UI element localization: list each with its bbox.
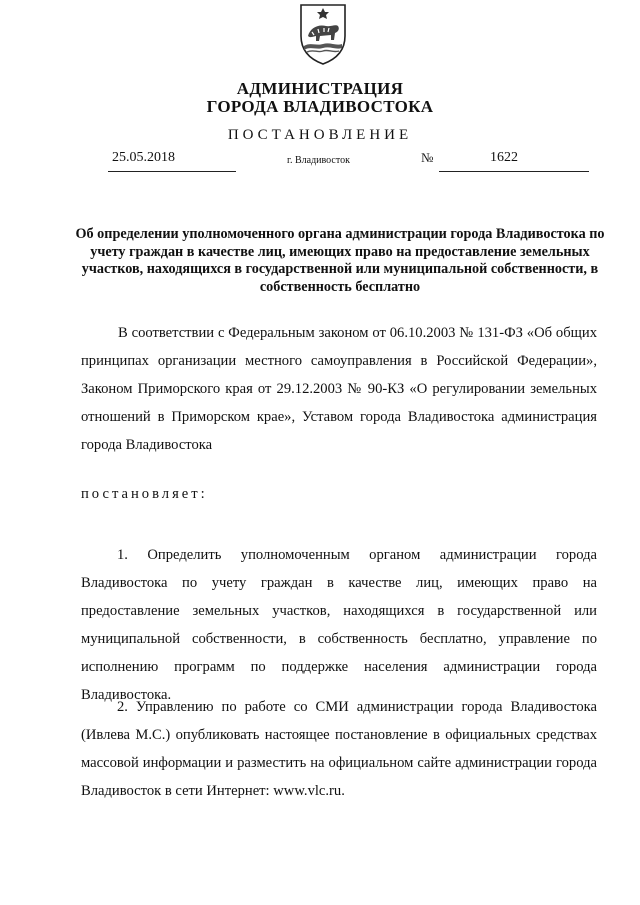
organization-name-line1: АДМИНИСТРАЦИЯ — [236, 79, 404, 98]
intro-paragraph: В соответствии с Федеральным законом от 06.10.2003 № 131-ФЗ «Об общих принципах организации местного самоуправления в Российской Федерации», Законом Приморского края от 29.12.2003 № 90-КЗ «О регулировании земельных отношений в Приморском крае», Уставом города Владивостока администрация города Владивостока — [81, 325, 597, 453]
city-coat-of-arms-icon — [298, 2, 348, 66]
resolution-item-1: 1. Определить уполномоченным органом администрации города Владивостока по учету граждан в качестве лиц, имеющих право на предоставление земельных участков, находящихся в государственной или муниципальной собственности, в собственность бесплатно, управление по исполнению программ по поддержке населения администрации города Владивостока. — [81, 547, 597, 703]
document-number: 1622 — [439, 150, 589, 172]
document-title: Об определении уполномоченного органа администрации города Владивостока по учету граждан в качестве лиц, имеющих право на предоставление земельных участков, находящихся в государственной или муниципальной собственности, в собственность бесплатно — [75, 226, 605, 295]
document-date: 25.05.2018 — [108, 150, 236, 172]
document-city: г. Владивосток — [287, 155, 350, 166]
number-sign: № — [421, 150, 434, 165]
resolution-item-2: 2. Управлению по работе со СМИ администрации города Владивостока (Ивлева М.С.) опубликовать настоящее постановление в официальных средствах массовой информации и разместить на официальном сайте администрации города Владивосток в сети Интернет: www.vlc.ru. — [81, 699, 597, 799]
document-type: ПОСТАНОВЛЕНИЕ — [227, 127, 413, 143]
organization-name-line2: ГОРОДА ВЛАДИВОСТОКА — [206, 97, 434, 116]
resolves-heading: постановляет: — [81, 486, 208, 502]
